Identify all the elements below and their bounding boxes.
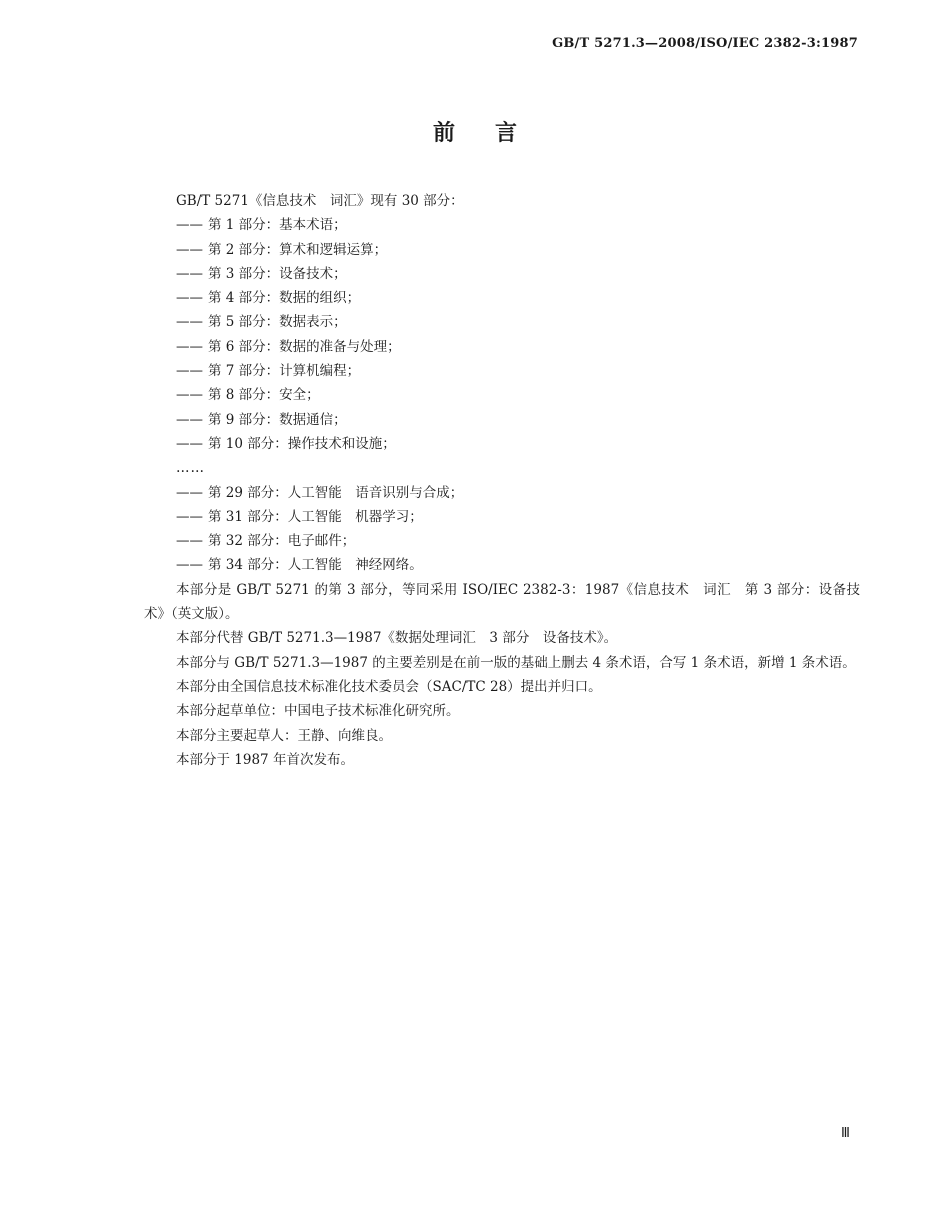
list-item: —— 第 9 部分：数据通信； (144, 408, 860, 432)
list-dash: —— (176, 557, 203, 574)
adoption-paragraph: 本部分是 GB/T 5271 的第 3 部分，等同采用 ISO/IEC 2382-3：1987《信息技术 词汇 第 3 部分：设备技术》（英文版）。 (144, 581, 860, 623)
list-item: —— 第 1 部分：基本术语； (144, 213, 860, 237)
list-item: —— 第 5 部分：数据表示； (144, 310, 860, 334)
list-dash: —— (176, 314, 203, 331)
list-item: —— 第 4 部分：数据的组织； (144, 286, 860, 310)
intro-line: GB/T 5271《信息技术 词汇》现有 30 部分： (176, 193, 464, 209)
replacement-paragraph: 本部分代替 GB/T 5271.3—1987《数据处理词汇 3 部分 设备技术》。 (176, 630, 618, 647)
list-dash: —— (176, 241, 203, 258)
list-item: —— 第 3 部分：设备技术； (144, 262, 860, 286)
list-item: —— 第 7 部分：计算机编程； (144, 359, 860, 383)
parts-list-before (144, 213, 860, 456)
list-dash: —— (176, 435, 203, 452)
list-dash: —— (176, 533, 203, 550)
list-ellipsis: …… (176, 460, 205, 477)
list-dash: —— (176, 484, 203, 501)
list-dash: —— (176, 290, 203, 307)
list-item: —— 第 2 部分：算术和逻辑运算； (144, 238, 860, 262)
list-item: —— 第 6 部分：数据的准备与处理； (144, 335, 860, 359)
parts-list-after (144, 481, 860, 578)
list-dash: —— (176, 411, 203, 428)
list-dash: —— (176, 508, 203, 525)
page-title: 前言 (432, 120, 557, 146)
changes-paragraph: 本部分与 GB/T 5271.3—1987 的主要差别是在前一版的基础上删去 4 条术语，合写 1 条术语，新增 1 条术语。 (176, 654, 856, 671)
drafting-unit-paragraph: 本部分起草单位：中国电子技术标准化研究所。 (176, 703, 460, 720)
document-body (144, 189, 860, 772)
list-dash: —— (176, 338, 203, 355)
list-dash: —— (176, 363, 203, 380)
drafters-paragraph: 本部分主要起草人：王静、向维良。 (176, 727, 392, 744)
standard-code: GB/T 5271.3—2008/ISO/IEC 2382-3:1987 (552, 36, 858, 51)
proposer-paragraph: 本部分由全国信息技术标准化技术委员会（SAC/TC 28）提出并归口。 (176, 678, 602, 695)
list-item: —— 第 32 部分：电子邮件； (144, 529, 860, 553)
list-dash: —— (176, 217, 203, 234)
list-item: —— 第 8 部分：安全； (144, 383, 860, 407)
list-item: —— 第 34 部分：人工智能 神经网络。 (144, 553, 860, 577)
list-item: —— 第 31 部分：人工智能 机器学习； (144, 505, 860, 529)
list-item: —— 第 29 部分：人工智能 语音识别与合成； (144, 481, 860, 505)
list-dash: —— (176, 265, 203, 282)
first-release-paragraph: 本部分于 1987 年首次发布。 (176, 751, 354, 768)
page-number: Ⅲ (841, 1126, 850, 1141)
list-dash: —— (176, 387, 203, 404)
list-item: —— 第 10 部分：操作技术和设施； (144, 432, 860, 456)
